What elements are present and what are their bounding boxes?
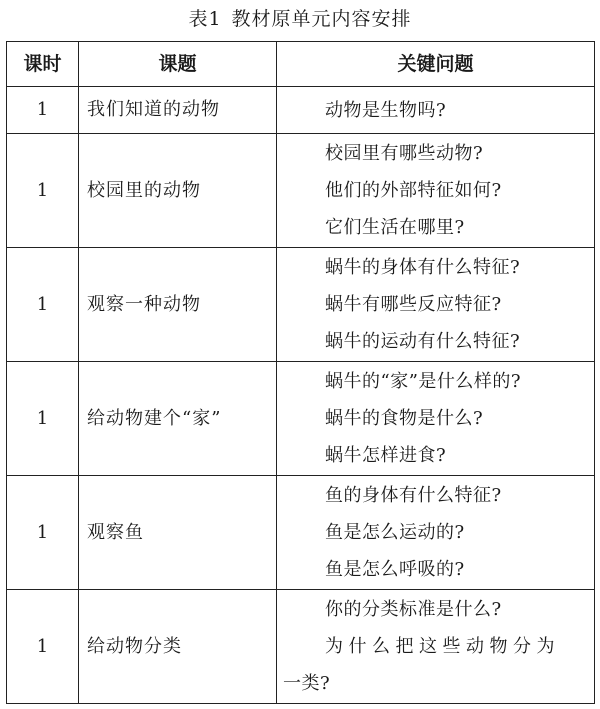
question-line: 蜗牛的食物是什么? <box>325 408 484 429</box>
table-caption <box>0 4 600 31</box>
table-row <box>7 362 595 476</box>
question-line: 蜗牛有哪些反应特征? <box>325 294 502 315</box>
row-key-questions <box>277 134 595 248</box>
question-line: 校园里有哪些动物? <box>325 143 484 164</box>
question-line: 蜗牛的“家”是什么样的? <box>325 371 522 392</box>
table-header-row <box>7 42 595 87</box>
row-hours: 1 <box>7 248 79 362</box>
row-hours: 1 <box>7 134 79 248</box>
table-caption-label: 表1 <box>188 8 222 30</box>
table-row <box>7 590 595 704</box>
row-topic: 观察鱼 <box>79 476 277 590</box>
table-caption-title: 教材原单元内容安排 <box>231 8 412 30</box>
row-key-questions <box>277 362 595 476</box>
row-hours: 1 <box>7 362 79 476</box>
row-key-questions <box>277 248 595 362</box>
table-row <box>7 476 595 590</box>
row-hours: 1 <box>7 87 79 134</box>
table-row <box>7 87 595 134</box>
row-topic: 校园里的动物 <box>79 134 277 248</box>
question-line: 蜗牛的身体有什么特征? <box>325 257 521 278</box>
row-hours: 1 <box>7 476 79 590</box>
question-line: 动物是生物吗? <box>325 99 447 121</box>
question-line: 蜗牛的运动有什么特征? <box>325 331 521 352</box>
question-line: 鱼是怎么呼吸的? <box>325 559 465 580</box>
row-topic: 观察一种动物 <box>79 248 277 362</box>
header-hours: 课时 <box>7 42 79 87</box>
question-line: 鱼的身体有什么特征? <box>325 485 502 506</box>
table-row <box>7 248 595 362</box>
lesson-arrangement-table <box>6 41 595 704</box>
question-line: 它们生活在哪里? <box>325 217 465 238</box>
question-line: 鱼是怎么运动的? <box>325 522 465 543</box>
row-key-questions <box>277 476 595 590</box>
row-hours: 1 <box>7 590 79 704</box>
table-row <box>7 134 595 248</box>
row-topic: 我们知道的动物 <box>79 87 277 134</box>
row-key-questions <box>277 87 595 134</box>
question-line: 你的分类标准是什么? <box>325 599 502 620</box>
header-topic: 课题 <box>79 42 277 87</box>
question-line: 为什么把这些动物分为 <box>325 636 560 657</box>
row-topic: 给动物分类 <box>79 590 277 704</box>
header-key-questions: 关键问题 <box>277 42 595 87</box>
question-line: 他们的外部特征如何? <box>325 180 502 201</box>
row-topic: 给动物建个“家” <box>79 362 277 476</box>
question-line: 一类? <box>283 673 331 694</box>
question-line: 蜗牛怎样进食? <box>325 445 447 466</box>
row-key-questions <box>277 590 595 704</box>
